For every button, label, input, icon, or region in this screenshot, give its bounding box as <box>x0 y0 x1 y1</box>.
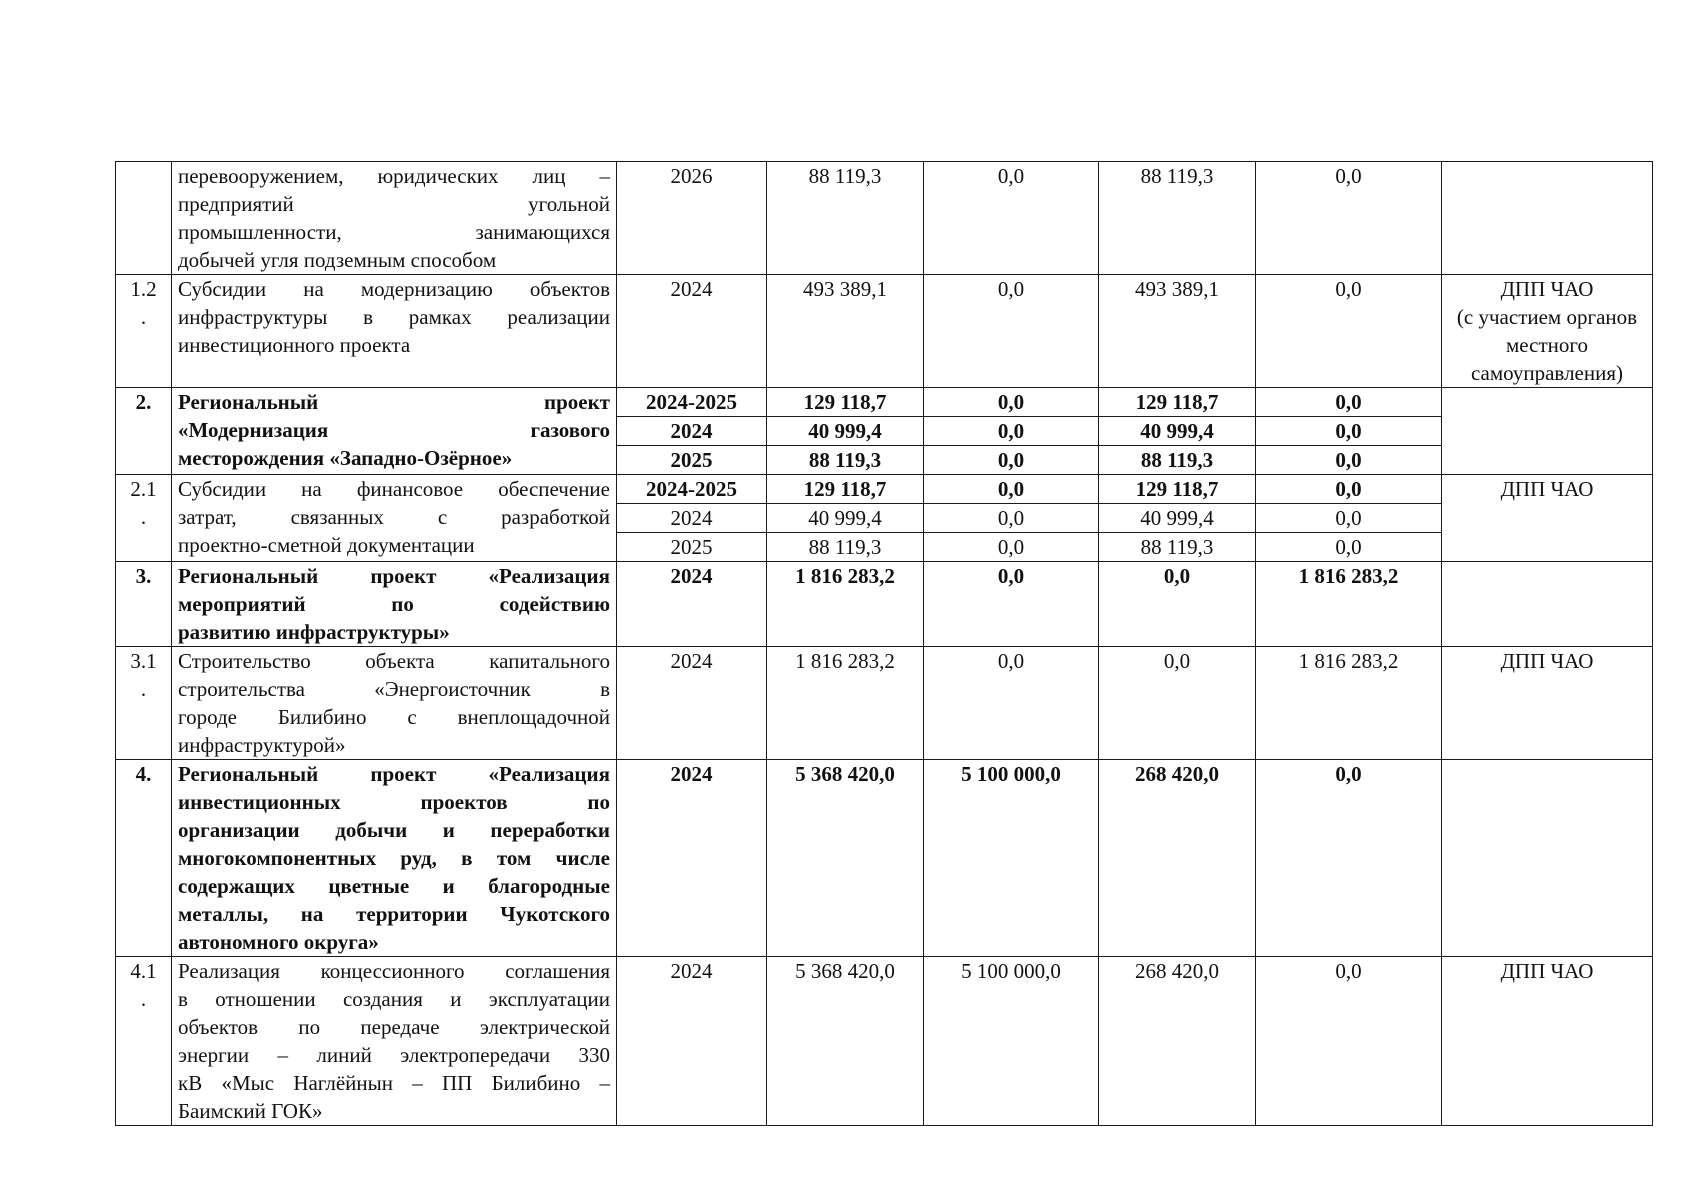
row-responsible <box>1442 760 1653 957</box>
row-name: Реализация концессионного соглашения в отношении создания и эксплуатации объектов по передаче электрической энергии – линий электропередачи 330 кВ «Мыс Наглёйнын – ПП Билибино – Баимский ГОК» <box>172 957 617 1126</box>
row-responsible <box>1442 562 1653 647</box>
table-row <box>116 647 1653 760</box>
row-value-4: 0,0 <box>1256 475 1442 504</box>
row-number: 1.2 . <box>116 275 172 388</box>
row-responsible: ДПП ЧАО <box>1442 957 1653 1126</box>
row-value-2: 0,0 <box>924 647 1099 760</box>
row-value-2: 0,0 <box>924 533 1099 562</box>
row-value-2: 0,0 <box>924 417 1099 446</box>
row-value-total: 40 999,4 <box>767 504 924 533</box>
row-name: Региональный проект «Модернизация газового месторождения «Западно-Озёрное» <box>172 388 617 475</box>
table-row <box>116 562 1653 647</box>
row-value-total: 88 119,3 <box>767 446 924 475</box>
row-name: Региональный проект «Реализация инвестиционных проектов по организации добычи и переработки многокомпонентных руд, в том числе содержащих цветные и благородные металлы, на территории Чукотского автономного округа» <box>172 760 617 957</box>
row-value-2: 0,0 <box>924 388 1099 417</box>
row-value-3: 493 389,1 <box>1099 275 1256 388</box>
row-number: 3.1 . <box>116 647 172 760</box>
table-row <box>116 957 1653 1126</box>
row-number: 3. <box>116 562 172 647</box>
row-name: Региональный проект «Реализация мероприятий по содействию развитию инфраструктуры» <box>172 562 617 647</box>
row-value-3: 268 420,0 <box>1099 760 1256 957</box>
table-row <box>116 162 1653 275</box>
budget-table <box>115 161 1653 1126</box>
row-number <box>116 162 172 275</box>
row-value-total: 129 118,7 <box>767 475 924 504</box>
row-name: Субсидии на финансовое обеспечение затрат, связанных с разработкой проектно-сметной документации <box>172 475 617 562</box>
row-value-total: 129 118,7 <box>767 388 924 417</box>
row-year: 2024 <box>617 417 767 446</box>
row-value-3: 88 119,3 <box>1099 162 1256 275</box>
row-name: Субсидии на модернизацию объектов инфраструктуры в рамках реализации инвестиционного проекта <box>172 275 617 388</box>
row-value-3: 268 420,0 <box>1099 957 1256 1126</box>
row-value-4: 0,0 <box>1256 760 1442 957</box>
row-value-2: 0,0 <box>924 562 1099 647</box>
row-value-4: 0,0 <box>1256 957 1442 1126</box>
row-value-3: 129 118,7 <box>1099 388 1256 417</box>
row-year: 2024 <box>617 760 767 957</box>
row-year: 2025 <box>617 446 767 475</box>
row-name: Строительство объекта капитального строительства «Энергоисточник в городе Билибино с внеплощадочной инфраструктурой» <box>172 647 617 760</box>
row-year: 2024 <box>617 647 767 760</box>
row-value-total: 40 999,4 <box>767 417 924 446</box>
row-value-total: 88 119,3 <box>767 162 924 275</box>
row-value-total: 5 368 420,0 <box>767 760 924 957</box>
table-row <box>116 475 1653 504</box>
row-value-2: 0,0 <box>924 275 1099 388</box>
row-responsible <box>1442 162 1653 275</box>
row-value-total: 1 816 283,2 <box>767 562 924 647</box>
row-value-2: 5 100 000,0 <box>924 760 1099 957</box>
row-number: 4.1 . <box>116 957 172 1126</box>
table-row <box>116 388 1653 417</box>
row-value-2: 0,0 <box>924 446 1099 475</box>
row-value-3: 0,0 <box>1099 562 1256 647</box>
row-value-2: 0,0 <box>924 162 1099 275</box>
row-value-2: 0,0 <box>924 475 1099 504</box>
row-year: 2024 <box>617 562 767 647</box>
row-year: 2024 <box>617 275 767 388</box>
row-value-3: 40 999,4 <box>1099 504 1256 533</box>
row-value-total: 1 816 283,2 <box>767 647 924 760</box>
row-value-4: 0,0 <box>1256 417 1442 446</box>
row-value-4: 0,0 <box>1256 388 1442 417</box>
row-year: 2024-2025 <box>617 475 767 504</box>
table-row <box>116 275 1653 388</box>
row-responsible: ДПП ЧАО <box>1442 647 1653 760</box>
row-number: 2.1 . <box>116 475 172 562</box>
row-value-3: 88 119,3 <box>1099 446 1256 475</box>
row-number: 4. <box>116 760 172 957</box>
row-value-4: 0,0 <box>1256 533 1442 562</box>
row-value-total: 88 119,3 <box>767 533 924 562</box>
row-value-3: 129 118,7 <box>1099 475 1256 504</box>
row-year: 2024 <box>617 957 767 1126</box>
row-year: 2024 <box>617 504 767 533</box>
row-year: 2024-2025 <box>617 388 767 417</box>
row-number: 2. <box>116 388 172 475</box>
row-value-4: 1 816 283,2 <box>1256 647 1442 760</box>
row-value-3: 88 119,3 <box>1099 533 1256 562</box>
row-responsible: ДПП ЧАО (с участием органов местного самоуправления) <box>1442 275 1653 388</box>
row-value-2: 0,0 <box>924 504 1099 533</box>
row-value-4: 0,0 <box>1256 162 1442 275</box>
table-row <box>116 760 1653 957</box>
row-value-3: 40 999,4 <box>1099 417 1256 446</box>
row-responsible <box>1442 388 1653 475</box>
row-value-4: 0,0 <box>1256 446 1442 475</box>
row-value-3: 0,0 <box>1099 647 1256 760</box>
row-year: 2025 <box>617 533 767 562</box>
row-value-total: 493 389,1 <box>767 275 924 388</box>
row-value-4: 0,0 <box>1256 504 1442 533</box>
row-name: перевооружением, юридических лиц – предприятий угольной промышленности, занимающихся добычей угля подземным способом <box>172 162 617 275</box>
row-year: 2026 <box>617 162 767 275</box>
row-value-4: 0,0 <box>1256 275 1442 388</box>
row-value-total: 5 368 420,0 <box>767 957 924 1126</box>
row-responsible: ДПП ЧАО <box>1442 475 1653 562</box>
row-value-2: 5 100 000,0 <box>924 957 1099 1126</box>
row-value-4: 1 816 283,2 <box>1256 562 1442 647</box>
